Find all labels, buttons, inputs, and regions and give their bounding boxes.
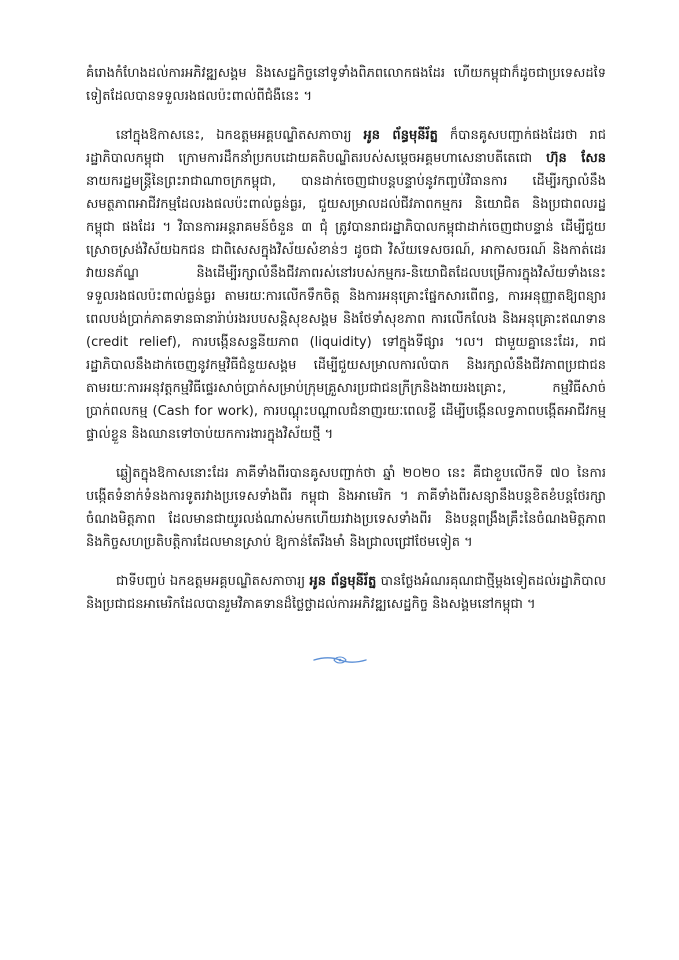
decorative-divider-icon [312, 652, 368, 666]
paragraph-2 [86, 124, 606, 446]
ornament-shape [314, 657, 366, 663]
document-page [86, 62, 606, 702]
paragraph-3 [86, 462, 606, 554]
bold-name-text: អូន ព័ន្ធមុនីរ័ត្ន [363, 128, 438, 143]
paragraph-text: បានថ្លែងអំណរគុណជាថ្មីម្តងទៀតដល់រដ្ឋាភិបាល និងប្រជាជនអាមេរិកដែលបានរួមវិភាគទានដ៏ថ្លៃថ្លាដល់ការអភិវឌ្ឍសេដ្ឋកិច្ច និងសង្គមនៅកម្ពុជា ។ [86, 574, 607, 612]
paragraph-4 [86, 570, 606, 616]
paragraph-text: ជាទីបញ្ចប់ ឯកឧត្តមអគ្គបណ្ឌិតសភាចារ្យ [116, 574, 310, 589]
bold-name-text: ហ៊ុន សែន [546, 151, 606, 166]
paragraph-text: នាយករដ្ឋមន្ត្រីនៃព្រះរាជាណាចក្រកម្ពុជា, បានដាក់ចេញជាបន្តបន្ទាប់នូវកញ្ចប់វិធានការ ដើម្បីរក្សាលំនឹងសមត្ថភាពអាជីវកម្មដែលរងផលប៉ះពាល់ធ្ងន់ធ្ងរ, ជួយសម្រាលដល់ជីវភាពកម្មករ និយោជិត និងប្រជាពលរដ្ឋកម្ពុជា ផងដែរ ។ វិធានការអន្តរាគមន៍ចំនួន ៣ ជុំ ត្រូវបានរាជរដ្ឋាភិបាលកម្ពុជាដាក់ចេញជាបន្ទាន់ ដើម្បីជួយស្រោចស្រង់វិស័យឯកជន ជាពិសេសក្នុងវិស័យសំខាន់ៗ ដូចជា វិស័យទេសចរណ៍, អាកាសចរណ៍ និងកាត់ដេរវាយនភ័ណ្ឌ និងដើម្បីរក្សាលំនឹងជីវភាពរស់នៅរបស់កម្មករ-និយោជិតដែលបម្រើការក្នុងវិស័យទាំងនេះទទួលរងផលប៉ះពាល់ធ្ងន់ធ្ងរ តាមរយៈការលើកទឹកចិត្ត និងការអនុគ្រោះផ្នែកសារពើពន្ធ, ការអនុញ្ញាតឱ្យពន្យារពេលបង់ប្រាក់ភាគទានធានារ៉ាប់រងរបបសន្តិសុខសង្គម និងថែទាំសុខភាព ការលើកលែង និងអនុគ្រោះឥណទាន (credit relief), ការបង្កើនសន្ទនីយភាព (liquidity) ទៅក្នុងទីផ្សារ ។ល។ ជាមួយគ្នានេះដែរ, រាជរដ្ឋាភិបាលនឹងដាក់ចេញនូវកម្មវិធីជំនួយសង្គម ដើម្បីជួយសម្រាលការលំបាក និងរក្សាលំនឹងជីវភាពប្រជាជន តាមរយៈការអនុវត្តកម្មវិធីផ្ទេរសាច់ប្រាក់សម្រាប់ក្រុមគ្រួសារប្រជាជនក្រីក្រនិងងាយរងគ្រោះ, កម្មវិធីសាច់ប្រាក់ពលកម្ម (Cash for work), ការបណ្តុះបណ្តាលជំនាញរយៈពេលខ្លី ដើម្បីបង្កើនលទ្ធភាពបង្កើតអាជីវកម្មផ្ទាល់ខ្លួន និងឈានទៅចាប់យកការងារក្នុងវិស័យថ្មី ។ [86, 174, 606, 442]
bold-name-text: អូន ព័ន្ធមុនីរ័ត្ន [309, 574, 377, 589]
paragraph-text: គំរោងកំហែងដល់ការអភិវឌ្ឍសង្គម និងសេដ្ឋកិច្ចនៅទូទាំងពិភពលោកផងដែរ ហើយកម្ពុជាក៏ដូចជាប្រទេសដទៃទៀតដែលបានទទួលរងផលប៉ះពាល់ពីជំងឺនេះ ។ [86, 66, 606, 104]
paragraph-text: ឆ្លៀតក្នុងឱកាសនោះដែរ ភាគីទាំងពីរបានគូសបញ្ជាក់ថា ឆ្នាំ ២០២០ នេះ គឺជាខួបលើកទី ៧០ នៃការបង្កើតទំនាក់ទំនងការទូតរវាងប្រទេសទាំងពីរ កម្ពុជា និងអាមេរិក ។ ភាគីទាំងពីរសន្យានឹងបន្តខិតខំបន្តថែរក្សាចំណងមិត្តភាព ដែលមានជាយូរលង់ណាស់មកហើយរវាងប្រទេសទាំងពីរ និងបន្តពង្រឹងគ្រឹះនៃចំណងមិត្តភាព និងកិច្ចសហប្រតិបត្តិការដែលមានស្រាប់ ឱ្យកាន់តែរឹងមាំ និងជ្រាលជ្រៅថែមទៀត ។ [86, 466, 606, 550]
paragraph-text: ក៏បានគូសបញ្ជាក់ផងដែរថា រាជរដ្ឋាភិបាលកម្ពុជា ក្រោមការដឹកនាំប្រកបដោយគតិបណ្ឌិតរបស់សម្តេចអគ្គមហាសេនាបតីតេជោ [86, 128, 606, 166]
paragraph-text: នៅក្នុងឱកាសនេះ, ឯកឧត្តមអគ្គបណ្ឌិតសភាចារ្យ [116, 128, 364, 143]
paragraph-1 [86, 62, 606, 108]
